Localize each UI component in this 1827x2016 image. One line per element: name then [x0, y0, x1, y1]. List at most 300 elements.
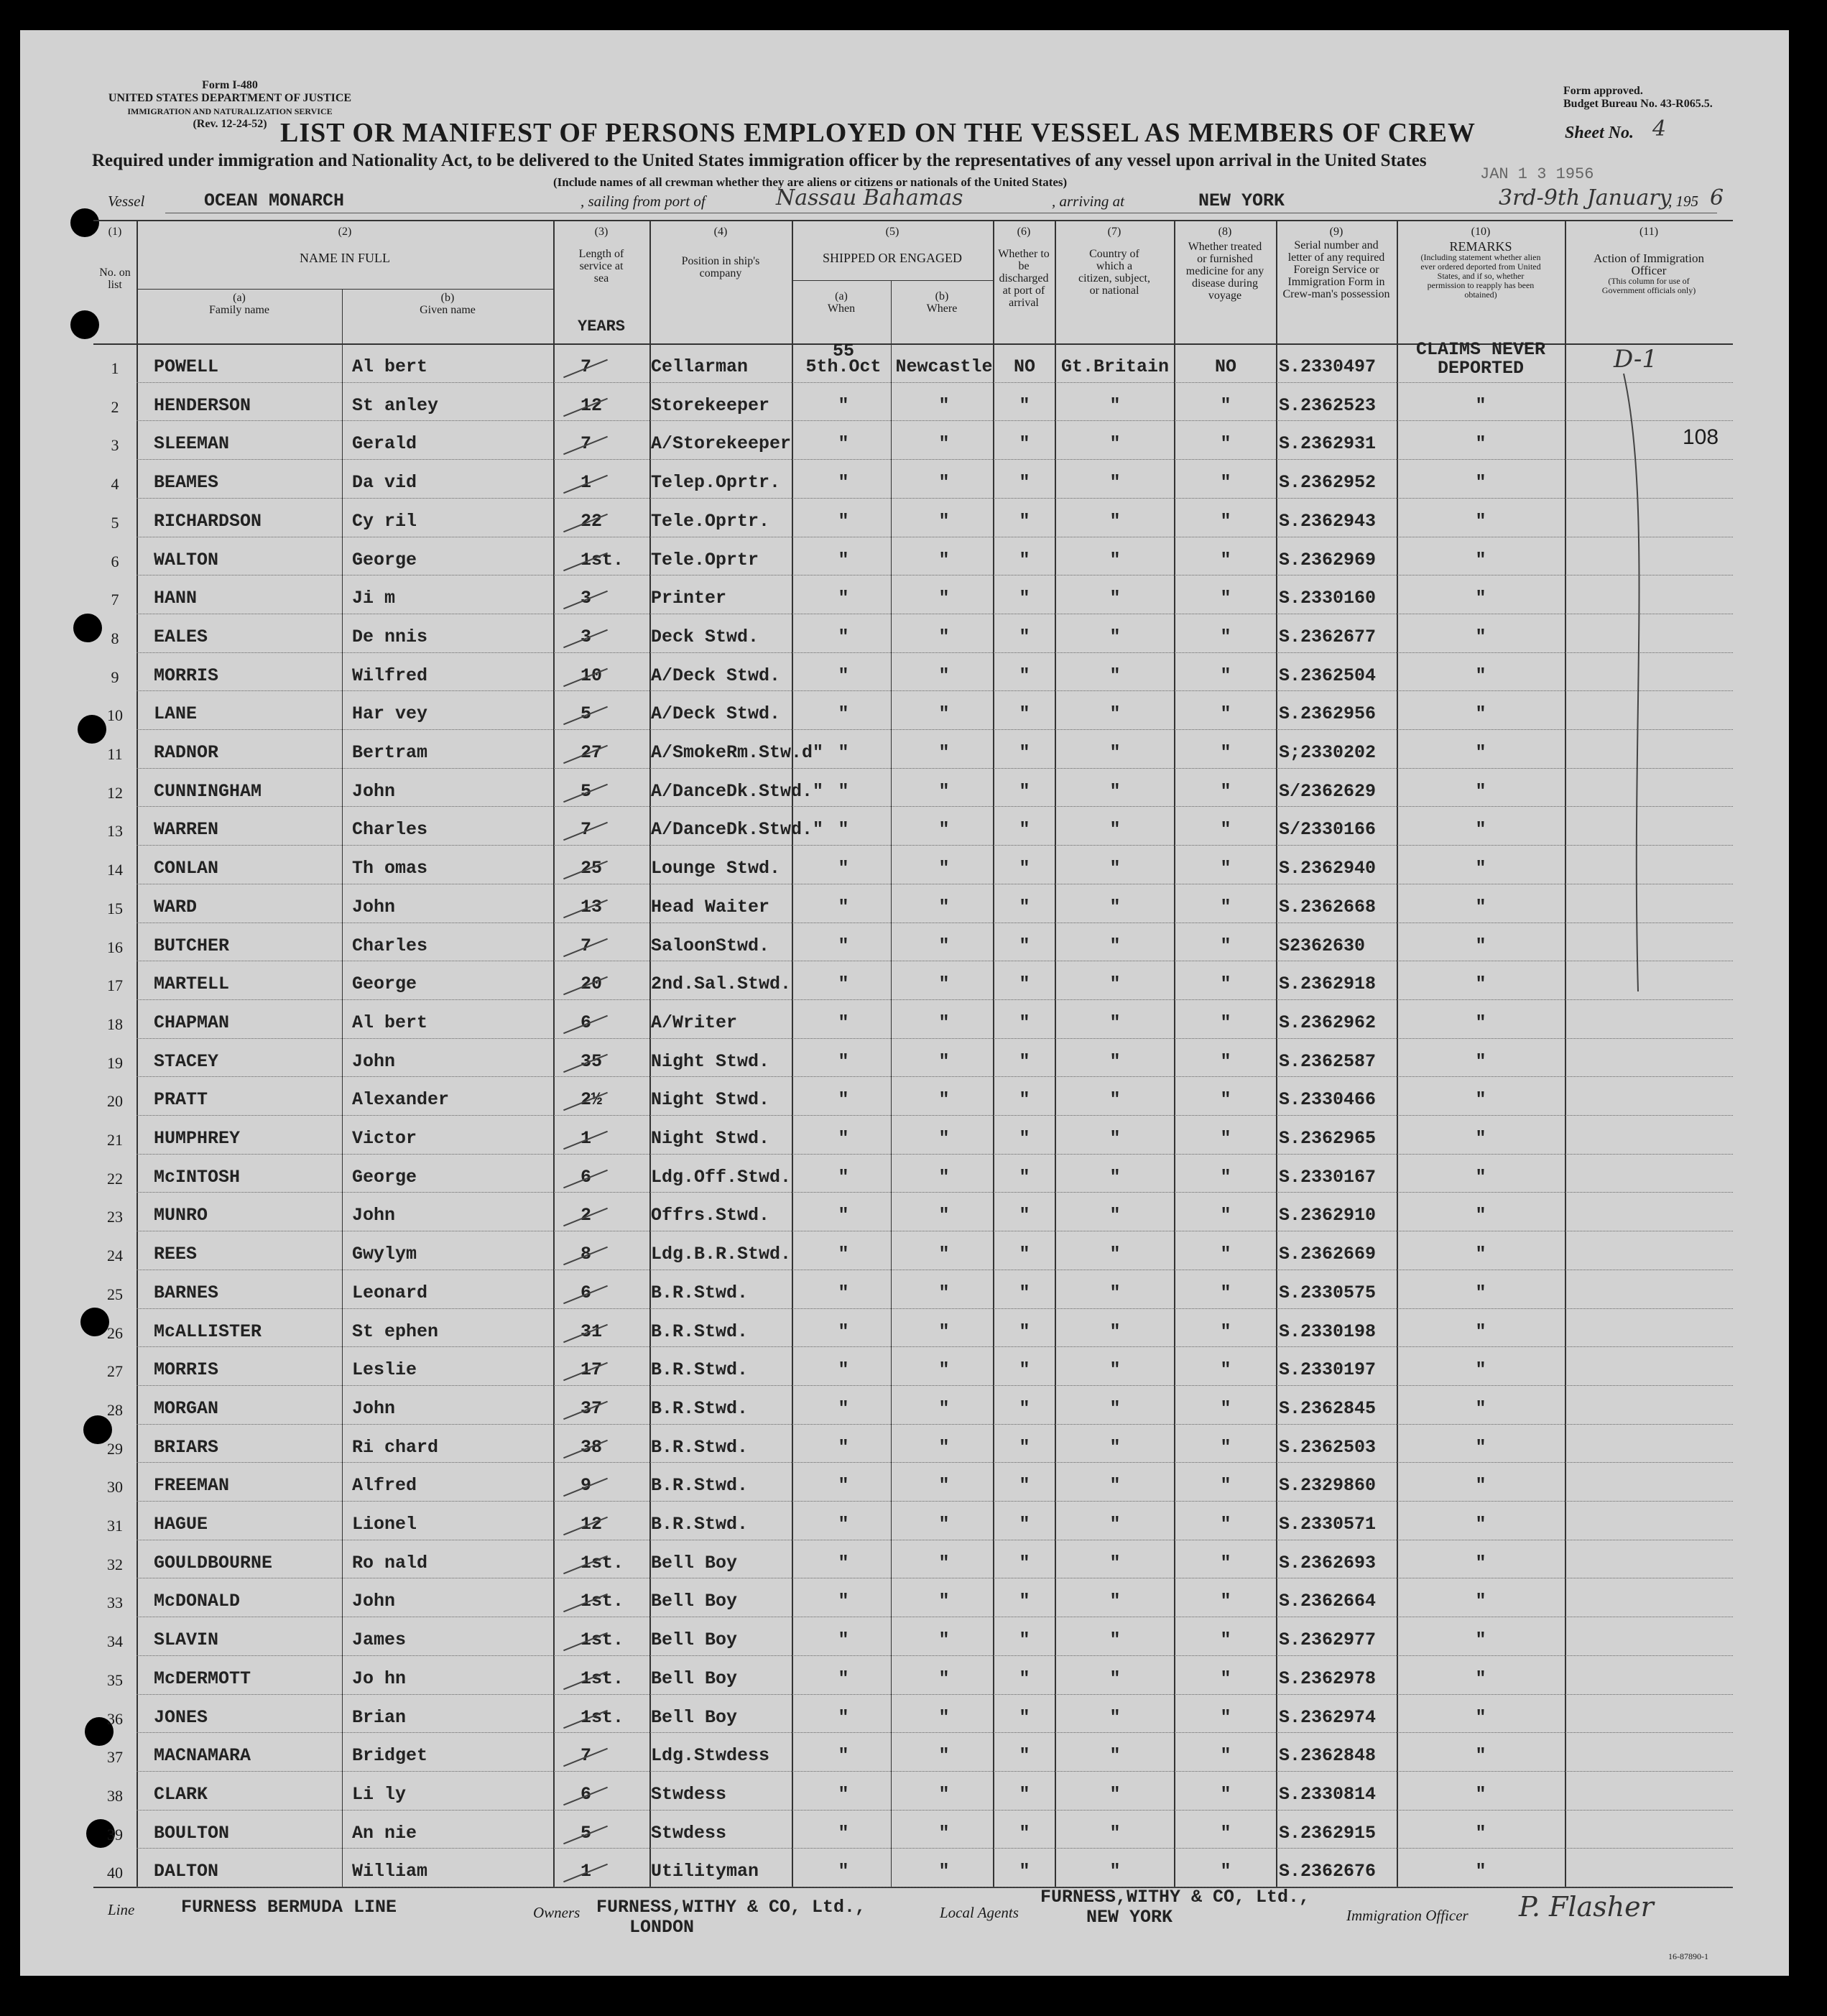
line-name: FURNESS BERMUDA LINE	[181, 1897, 397, 1918]
cell-remarks: "	[1475, 1321, 1486, 1342]
cell-family: CUNNINGHAM	[154, 780, 262, 802]
cell-medicine: "	[1220, 1629, 1231, 1651]
cell-remarks: "	[1475, 1050, 1486, 1072]
cell-serial: S.2362668	[1279, 896, 1377, 917]
row-number: 3	[111, 436, 119, 455]
cell-serial: S.2362918	[1279, 974, 1377, 995]
cell-country: "	[1109, 935, 1121, 956]
row-rule	[137, 459, 1733, 460]
row-number: 10	[107, 706, 123, 725]
col-divider	[342, 289, 343, 1887]
cell-serial: S2362630	[1279, 935, 1366, 956]
sailing-label: , sailing from port of	[581, 193, 706, 210]
cell-family: McALLISTER	[154, 1321, 262, 1342]
cell-when: 5th.Oct	[805, 356, 882, 377]
cell-when: "	[838, 588, 849, 609]
cell-position: A/SmokeRm.Stw.d"	[651, 742, 824, 763]
row-rule	[137, 768, 1733, 769]
col-divider	[792, 220, 793, 1887]
cell-family: BARNES	[154, 1282, 219, 1303]
cell-discharge: "	[1019, 1668, 1030, 1689]
cell-remarks: "	[1475, 780, 1486, 802]
row-number: 24	[107, 1247, 123, 1265]
row-number: 6	[111, 552, 119, 570]
cell-where: "	[938, 703, 950, 725]
punch-hole	[70, 310, 99, 339]
cell-position: Night Stwd.	[651, 1089, 770, 1111]
cell-discharge: "	[1019, 626, 1030, 647]
col-number-label: (3)	[594, 226, 609, 238]
cell-where: "	[938, 780, 950, 802]
cell-when: "	[838, 1244, 849, 1265]
cell-medicine: "	[1220, 433, 1231, 455]
cell-when: "	[838, 1012, 849, 1033]
cell-serial: S.2330197	[1279, 1359, 1377, 1381]
col-header-position	[649, 226, 792, 279]
cell-family: RICHARDSON	[154, 510, 262, 532]
cell-country: "	[1109, 1282, 1121, 1303]
cell-medicine: "	[1220, 1745, 1231, 1767]
cell-years: 1	[581, 472, 592, 494]
col-header-action	[1565, 226, 1733, 295]
cell-where: "	[938, 1745, 950, 1767]
cell-position: Telep.Oprtr.	[651, 472, 781, 494]
cell-years: 5	[581, 1822, 592, 1844]
col-header-where	[891, 290, 993, 315]
cell-discharge: "	[1019, 1552, 1030, 1573]
col-divider	[1055, 220, 1056, 1887]
cell-given: De nnis	[352, 626, 428, 647]
cell-discharge: "	[1019, 1629, 1030, 1651]
port-of-sailing: Nassau Bahamas	[776, 185, 963, 211]
cell-family: MARTELL	[154, 974, 230, 995]
cell-where: "	[938, 896, 950, 917]
cell-where: "	[938, 1128, 950, 1149]
cell-discharge: "	[1019, 433, 1030, 455]
cell-medicine: "	[1220, 394, 1231, 416]
row-rule	[137, 1346, 1733, 1347]
col-number-label: (9)	[1329, 226, 1343, 238]
cell-remarks: "	[1475, 1745, 1486, 1767]
cell-where: "	[938, 1783, 950, 1805]
cell-where: "	[938, 472, 950, 494]
col-divider	[1174, 220, 1175, 1887]
cell-remarks: "	[1475, 588, 1486, 609]
cell-remarks: "	[1475, 1861, 1486, 1882]
col-header-medicine	[1174, 226, 1276, 302]
cell-medicine: "	[1220, 1861, 1231, 1882]
cell-discharge: "	[1019, 1745, 1030, 1767]
cell-country: "	[1109, 780, 1121, 802]
cell-where: "	[938, 1321, 950, 1342]
col-number-label: (b)	[440, 292, 455, 304]
cell-family: MORRIS	[154, 665, 219, 686]
row-number: 16	[107, 938, 123, 956]
cell-country: "	[1109, 1514, 1121, 1535]
cell-given: Gerald	[352, 433, 417, 455]
cell-discharge: "	[1019, 1282, 1030, 1303]
cell-serial: S.2329860	[1279, 1475, 1377, 1497]
arriving-port: NEW YORK	[1198, 190, 1285, 211]
cell-where: "	[938, 1205, 950, 1226]
cell-medicine: "	[1220, 1321, 1231, 1342]
cell-medicine: "	[1220, 742, 1231, 763]
cell-discharge: "	[1019, 1244, 1030, 1265]
col-header-discharge	[993, 226, 1055, 309]
row-number: 11	[107, 745, 123, 763]
cell-remarks: "	[1475, 1552, 1486, 1573]
cell-when: "	[838, 1591, 849, 1612]
cell-country: "	[1109, 1861, 1121, 1882]
cell-serial: S;2330202	[1279, 742, 1377, 763]
cell-discharge: "	[1019, 1359, 1030, 1381]
cell-when: "	[838, 1050, 849, 1072]
cell-where: "	[938, 1475, 950, 1497]
cell-years: 38	[581, 1436, 603, 1458]
cell-family: BRIARS	[154, 1436, 219, 1458]
received-stamp: JAN 1 3 1956	[1480, 165, 1594, 183]
cell-serial: S.2362504	[1279, 665, 1377, 686]
row-rule	[137, 1848, 1733, 1849]
col-header-shipped	[792, 226, 993, 264]
col-header-family	[137, 292, 342, 316]
cell-years: 9	[581, 1475, 592, 1497]
cell-medicine: "	[1220, 1552, 1231, 1573]
col-number-label: (8)	[1218, 226, 1232, 238]
row-number: 23	[107, 1208, 123, 1226]
cell-family: BUTCHER	[154, 935, 230, 956]
cell-remarks: "	[1475, 1205, 1486, 1226]
cell-family: MUNRO	[154, 1205, 208, 1226]
cell-medicine: "	[1220, 588, 1231, 609]
cell-position: B.R.Stwd.	[651, 1282, 749, 1303]
cell-years: 7	[581, 356, 592, 377]
cell-serial: S.2362952	[1279, 472, 1377, 494]
cell-serial: S.2362910	[1279, 1205, 1377, 1226]
col-number-label: (2)	[338, 226, 352, 238]
cell-position: Bell Boy	[651, 1706, 738, 1728]
cell-family: WARD	[154, 896, 198, 917]
cell-years: 6	[581, 1783, 592, 1805]
cell-given: Har vey	[352, 703, 428, 725]
cell-discharge: "	[1019, 549, 1030, 570]
col-number-label: (7)	[1107, 226, 1121, 238]
row-number: 4	[111, 475, 119, 494]
cell-remarks: "	[1475, 472, 1486, 494]
cell-when: "	[838, 1783, 849, 1805]
cell-country: "	[1109, 1205, 1121, 1226]
col-title: No. on list	[99, 267, 131, 291]
cell-family: MACNAMARA	[154, 1745, 251, 1767]
cell-given: Cy ril	[352, 510, 417, 532]
cell-family: LANE	[154, 703, 198, 725]
department: UNITED STATES DEPARTMENT OF JUSTICE	[108, 92, 352, 104]
cell-family: SLEEMAN	[154, 433, 230, 455]
cell-country: "	[1109, 1436, 1121, 1458]
cell-serial: S.2362962	[1279, 1012, 1377, 1033]
cell-given: Al bert	[352, 1012, 428, 1033]
cell-serial: S.2362848	[1279, 1745, 1377, 1767]
cell-discharge: "	[1019, 819, 1030, 841]
cell-discharge: "	[1019, 858, 1030, 879]
cell-years: 6	[581, 1012, 592, 1033]
cell-where: "	[938, 1514, 950, 1535]
row-rule	[137, 1154, 1733, 1155]
row-number: 37	[107, 1748, 123, 1767]
row-number: 22	[107, 1169, 123, 1188]
cell-years: 22	[581, 510, 603, 532]
row-rule	[137, 1115, 1733, 1116]
cell-country: "	[1109, 1591, 1121, 1612]
cell-position: Utilityman	[651, 1861, 759, 1882]
cell-discharge: "	[1019, 1050, 1030, 1072]
row-number: 13	[107, 822, 123, 841]
cell-when: "	[838, 394, 849, 416]
cell-family: STACEY	[154, 1050, 219, 1072]
cell-position: Head Waiter	[651, 896, 770, 917]
cell-remarks: "	[1475, 1128, 1486, 1149]
cell-serial: S.2362943	[1279, 510, 1377, 532]
cell-given: Wilfred	[352, 665, 428, 686]
cell-given: John	[352, 896, 396, 917]
cell-years: 35	[581, 1050, 603, 1072]
row-number: 30	[107, 1478, 123, 1497]
row-rule	[137, 999, 1733, 1000]
cell-family: McDONALD	[154, 1591, 241, 1612]
cell-given: Lionel	[352, 1514, 417, 1535]
cell-where: "	[938, 1822, 950, 1844]
subtitle: Required under immigration and Nationality Act, to be delivered to the United States immigration officer by the representatives of any vessel upon arrival in the United States	[92, 151, 1427, 170]
row-number: 29	[107, 1439, 123, 1458]
cell-position: Ldg.Off.Stwd.	[651, 1166, 792, 1188]
row-number: 9	[111, 667, 119, 686]
cell-discharge: "	[1019, 394, 1030, 416]
cell-serial: S.2330575	[1279, 1282, 1377, 1303]
cell-remarks: "	[1475, 1397, 1486, 1419]
cell-given: St ephen	[352, 1321, 439, 1342]
row-rule	[137, 1655, 1733, 1656]
cell-given: An nie	[352, 1822, 417, 1844]
cell-years: 3	[581, 626, 592, 647]
cell-country: "	[1109, 588, 1121, 609]
col-header-name	[137, 226, 553, 264]
cell-given: Bridget	[352, 1745, 428, 1767]
cell-years: 37	[581, 1397, 603, 1419]
cell-country: "	[1109, 549, 1121, 570]
years-label: YEARS	[578, 318, 626, 336]
row-rule	[137, 1732, 1733, 1733]
cell-when: "	[838, 1745, 849, 1767]
col-number-label: (1)	[108, 226, 122, 238]
cell-where: "	[938, 1436, 950, 1458]
cell-medicine: "	[1220, 510, 1231, 532]
vessel-label: Vessel	[108, 193, 145, 210]
row-number: 25	[107, 1285, 123, 1303]
cell-where: "	[938, 394, 950, 416]
cell-position: Bell Boy	[651, 1591, 738, 1612]
cell-medicine: "	[1220, 1244, 1231, 1265]
row-rule	[137, 1385, 1733, 1386]
sheet-number: 4	[1652, 116, 1667, 142]
col-title: Position in ship's company	[681, 255, 760, 279]
cell-discharge: "	[1019, 1397, 1030, 1419]
cell-remarks: "	[1475, 1591, 1486, 1612]
cell-serial: S.2362523	[1279, 394, 1377, 416]
cell-remarks: "	[1475, 1012, 1486, 1033]
cell-years: 12	[581, 394, 603, 416]
cell-family: CHAPMAN	[154, 1012, 230, 1033]
col-header-country	[1055, 226, 1174, 297]
cell-position: Tele.Oprtr.	[651, 510, 770, 532]
cell-remarks: "	[1475, 1629, 1486, 1651]
row-number: 17	[107, 976, 123, 995]
cell-where: "	[938, 1089, 950, 1111]
cell-years: 13	[581, 896, 603, 917]
cell-years: 10	[581, 665, 603, 686]
cell-medicine: "	[1220, 1783, 1231, 1805]
cell-country: "	[1109, 665, 1121, 686]
cell-country: "	[1109, 1244, 1121, 1265]
row-rule	[137, 1424, 1733, 1425]
cell-family: HAGUE	[154, 1514, 208, 1535]
count-annotation: 108	[1683, 425, 1719, 449]
cell-given: Jo hn	[352, 1668, 407, 1689]
cell-where: "	[938, 1706, 950, 1728]
cell-when: "	[838, 433, 849, 455]
cell-country: "	[1109, 1166, 1121, 1188]
cell-when: "	[838, 1436, 849, 1458]
cell-medicine: "	[1220, 1282, 1231, 1303]
col-header-when	[792, 290, 891, 315]
cell-position: B.R.Stwd.	[651, 1321, 749, 1342]
col-title: NAME IN FULL	[300, 251, 390, 265]
cell-country: "	[1109, 1128, 1121, 1149]
row-number: 8	[111, 629, 119, 647]
cell-years: 7	[581, 433, 592, 455]
cell-when: "	[838, 896, 849, 917]
cell-country: "	[1109, 974, 1121, 995]
cell-where: "	[938, 1012, 950, 1033]
cell-when: "	[838, 1706, 849, 1728]
cell-years: 3	[581, 588, 592, 609]
row-number: 18	[107, 1014, 123, 1033]
vessel-name: OCEAN MONARCH	[204, 190, 345, 211]
cell-years: 17	[581, 1359, 603, 1381]
cell-position: Bell Boy	[651, 1668, 738, 1689]
cell-where: "	[938, 858, 950, 879]
row-rule	[137, 1694, 1733, 1695]
col-subtitle: (Including statement whether alien ever ordered deported from United States, and if so, whether permission to reapply has been obtained)	[1420, 252, 1541, 300]
cell-years: 12	[581, 1514, 603, 1535]
cell-where: "	[938, 1861, 950, 1882]
cell-remarks: "	[1475, 1514, 1486, 1535]
cell-when: "	[838, 1166, 849, 1188]
action-mark: D-1	[1614, 345, 1658, 374]
cell-discharge: "	[1019, 1128, 1030, 1149]
cell-discharge: "	[1019, 1089, 1030, 1111]
row-number: 19	[107, 1053, 123, 1072]
cell-when: "	[838, 1397, 849, 1419]
cell-years: 27	[581, 742, 603, 763]
col-header-remarks	[1397, 226, 1565, 300]
cell-remarks: "	[1475, 742, 1486, 763]
cell-country: "	[1109, 626, 1121, 647]
cell-serial: S.2362677	[1279, 626, 1377, 647]
cell-remarks: "	[1475, 549, 1486, 570]
cell-family: CLARK	[154, 1783, 208, 1805]
col-subtitle: (This column for use of Government officials only)	[1601, 276, 1696, 295]
table-top-rule	[93, 220, 1733, 221]
cell-when: "	[838, 1282, 849, 1303]
cell-discharge: "	[1019, 703, 1030, 725]
cell-medicine: "	[1220, 1436, 1231, 1458]
cell-position: B.R.Stwd.	[651, 1436, 749, 1458]
cell-family: MORGAN	[154, 1397, 219, 1419]
cell-serial: S.2362965	[1279, 1128, 1377, 1149]
cell-remarks: "	[1475, 1436, 1486, 1458]
col-number-label: (11)	[1639, 226, 1659, 238]
cell-family: REES	[154, 1244, 198, 1265]
cell-serial: S.2362845	[1279, 1397, 1377, 1419]
cell-discharge: "	[1019, 665, 1030, 686]
cell-discharge: "	[1019, 588, 1030, 609]
row-number: 5	[111, 513, 119, 532]
cell-serial: S.2330160	[1279, 588, 1377, 609]
cell-remarks: "	[1475, 1089, 1486, 1111]
cell-serial: S.2330814	[1279, 1783, 1377, 1805]
cell-years: 7	[581, 1745, 592, 1767]
cell-when: "	[838, 1552, 849, 1573]
col-number-label: (a)	[233, 292, 246, 304]
cell-country: "	[1109, 858, 1121, 879]
cell-medicine: "	[1220, 1050, 1231, 1072]
cell-discharge: "	[1019, 1514, 1030, 1535]
cell-given: Victor	[352, 1128, 417, 1149]
cell-serial: S.2362669	[1279, 1244, 1377, 1265]
cell-discharge: "	[1019, 1591, 1030, 1612]
cell-remarks: "	[1475, 394, 1486, 416]
cell-medicine: "	[1220, 1591, 1231, 1612]
cell-serial: S.2362969	[1279, 549, 1377, 570]
cell-serial: S.2362587	[1279, 1050, 1377, 1072]
cell-serial: S.2362978	[1279, 1668, 1377, 1689]
cell-discharge: "	[1019, 1861, 1030, 1882]
year-label: , 195	[1668, 193, 1698, 210]
cell-remarks: "	[1475, 510, 1486, 532]
cell-given: St anley	[352, 394, 439, 416]
cell-family: PRATT	[154, 1089, 208, 1111]
cell-remarks: "	[1475, 1668, 1486, 1689]
cell-where: "	[938, 1552, 950, 1573]
cell-medicine: "	[1220, 1012, 1231, 1033]
cell-remarks: CLAIMS NEVER DEPORTED	[1415, 339, 1546, 379]
cell-family: WALTON	[154, 549, 219, 570]
cell-country: "	[1109, 1552, 1121, 1573]
cell-medicine: "	[1220, 1205, 1231, 1226]
cell-country: "	[1109, 1822, 1121, 1844]
row-rule	[137, 498, 1733, 499]
cell-when: "	[838, 626, 849, 647]
cell-serial: S.2330466	[1279, 1089, 1377, 1111]
row-rule	[137, 1038, 1733, 1039]
cell-serial: S.2330198	[1279, 1321, 1377, 1342]
col-divider	[1565, 220, 1566, 1887]
row-rule	[137, 1192, 1733, 1193]
cell-years: 2	[581, 1205, 592, 1226]
cell-family: MORRIS	[154, 1359, 219, 1381]
cell-discharge: "	[1019, 780, 1030, 802]
col-header-no	[93, 226, 137, 291]
